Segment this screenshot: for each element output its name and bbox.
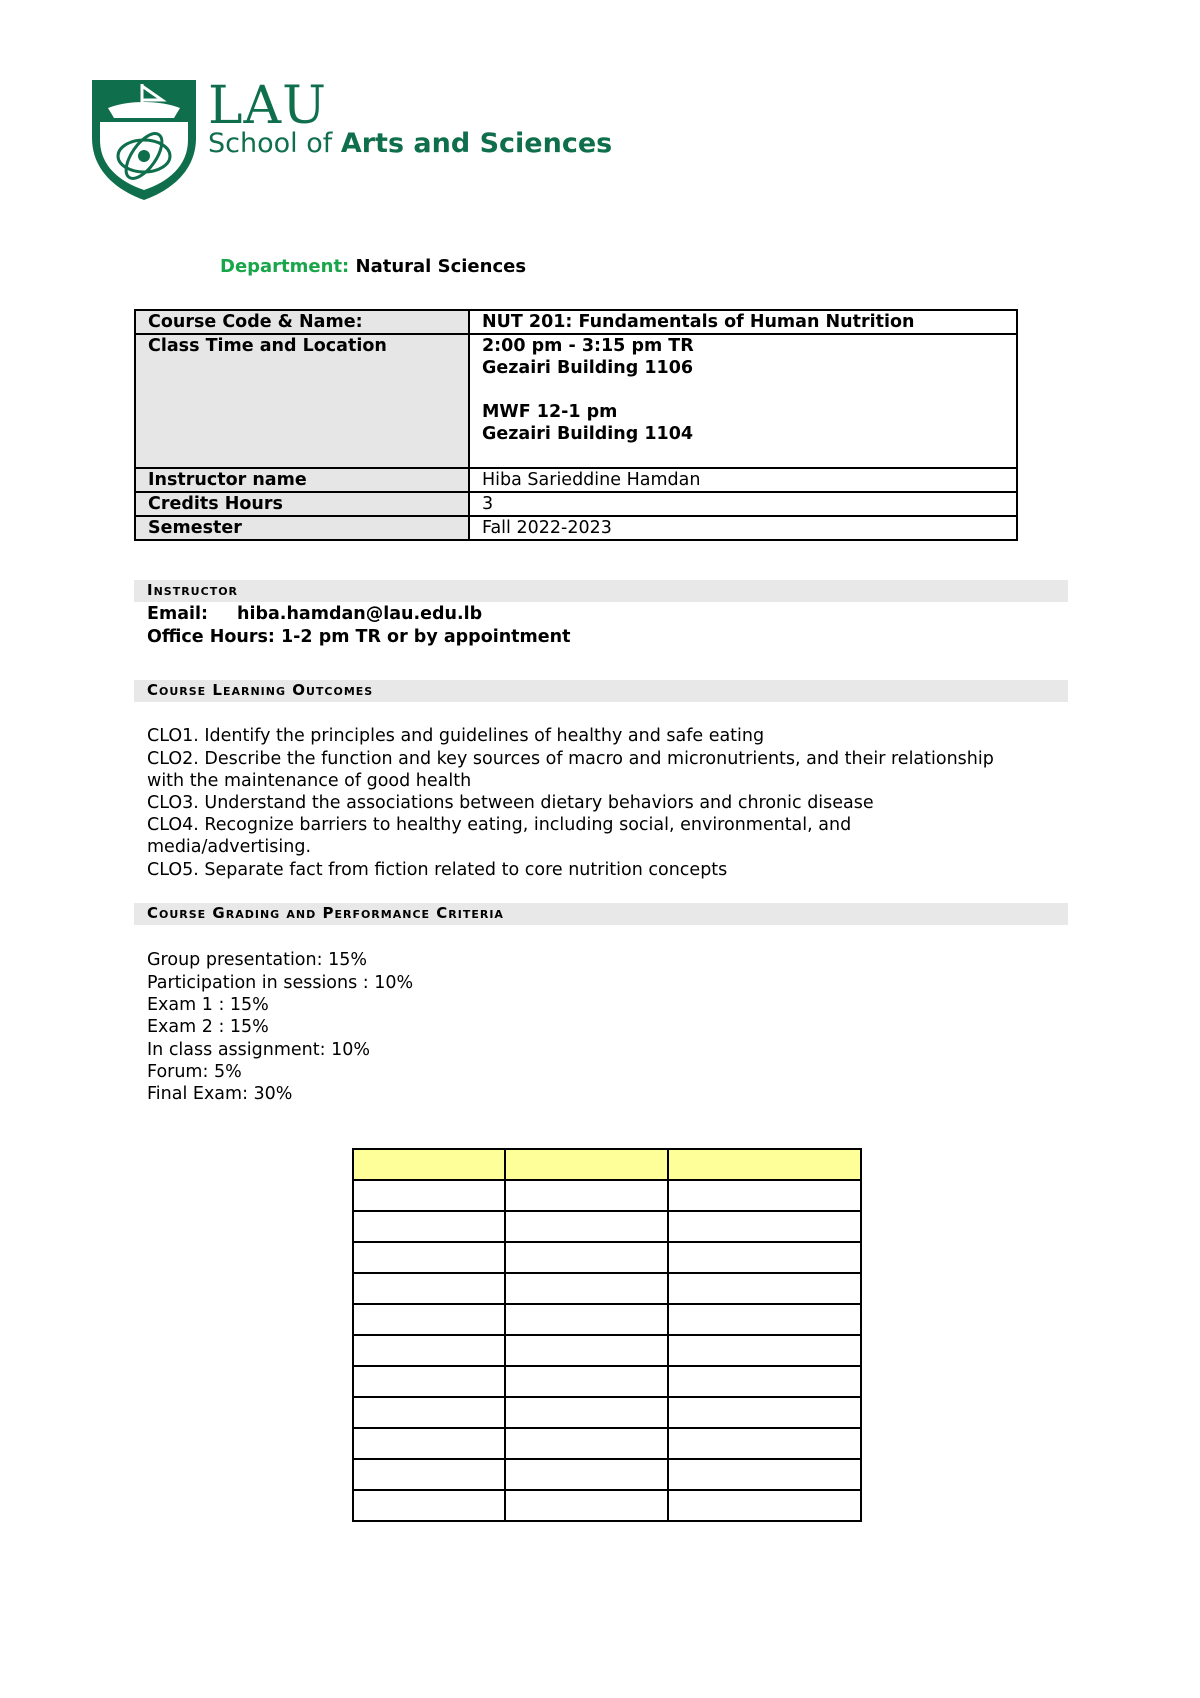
table-row — [135, 310, 1017, 334]
table-cell — [668, 1273, 861, 1304]
table-row — [135, 334, 1017, 468]
class-time-line: MWF 12-1 pm — [482, 402, 618, 422]
email-line — [147, 603, 482, 625]
table-cell — [353, 1459, 505, 1490]
table-cell — [505, 1180, 668, 1211]
grading-item: Exam 1 : 15% — [147, 995, 269, 1015]
table-row — [353, 1304, 861, 1335]
logo-school-text: School of Arts and Sciences — [208, 128, 613, 159]
row-label: Instructor name — [135, 468, 469, 492]
grading-section-title: Course Grading and Performance Criteria — [147, 904, 504, 922]
table-cell — [505, 1428, 668, 1459]
table-cell — [353, 1335, 505, 1366]
table-cell — [505, 1211, 668, 1242]
table-cell — [505, 1273, 668, 1304]
table-row — [353, 1242, 861, 1273]
table-cell — [505, 1242, 668, 1273]
table-cell — [505, 1304, 668, 1335]
table-cell — [505, 1397, 668, 1428]
outcomes-section-title: Course Learning Outcomes — [147, 681, 374, 699]
table-cell — [353, 1149, 505, 1180]
instructor-name-value: Hiba Sarieddine Hamdan — [469, 468, 1017, 492]
table-cell — [353, 1397, 505, 1428]
table-cell — [505, 1490, 668, 1521]
table-cell — [668, 1366, 861, 1397]
department-label: Department: — [220, 256, 350, 277]
table-cell — [668, 1149, 861, 1180]
class-location-line: Gezairi Building 1106 — [482, 358, 694, 378]
table-cell — [668, 1397, 861, 1428]
class-location-line: Gezairi Building 1104 — [482, 424, 694, 444]
outcome-line: CLO3. Understand the associations between dietary behaviors and chronic disease — [147, 793, 874, 813]
row-label: Semester — [135, 516, 469, 540]
outcome-line: CLO1. Identify the principles and guidelines of healthy and safe eating — [147, 726, 765, 746]
semester-value: Fall 2022-2023 — [469, 516, 1017, 540]
course-code-value: NUT 201: Fundamentals of Human Nutrition — [469, 310, 1017, 334]
table-cell — [668, 1180, 861, 1211]
table-cell — [668, 1211, 861, 1242]
table-cell — [668, 1335, 861, 1366]
credits-value: 3 — [469, 492, 1017, 516]
office-hours: Office Hours: 1-2 pm TR or by appointment — [147, 627, 571, 647]
table-cell — [668, 1304, 861, 1335]
table-row — [135, 468, 1017, 492]
table-cell — [353, 1490, 505, 1521]
table-row — [135, 492, 1017, 516]
grading-item: Forum: 5% — [147, 1062, 242, 1082]
section-bar — [134, 580, 1068, 602]
outcome-line: media/advertising. — [147, 837, 312, 857]
table-row — [353, 1273, 861, 1304]
grading-item: Exam 2 : 15% — [147, 1017, 269, 1037]
table-cell — [668, 1490, 861, 1521]
table-row — [353, 1397, 861, 1428]
department-value: Natural Sciences — [355, 256, 527, 277]
outcome-line: CLO5. Separate fact from fiction related to core nutrition concepts — [147, 860, 728, 880]
course-info-table — [134, 309, 1018, 541]
table-row — [353, 1428, 861, 1459]
table-cell — [505, 1335, 668, 1366]
grading-item: In class assignment: 10% — [147, 1040, 370, 1060]
table-cell — [353, 1242, 505, 1273]
outcome-line: with the maintenance of good health — [147, 771, 472, 791]
instructor-section-title: Instructor — [147, 581, 239, 599]
class-time-value — [469, 334, 1017, 468]
row-label: Credits Hours — [135, 492, 469, 516]
lau-shield-icon — [88, 78, 200, 202]
table-cell — [505, 1366, 668, 1397]
table-cell — [353, 1180, 505, 1211]
table-row — [353, 1335, 861, 1366]
row-label: Class Time and Location — [135, 334, 469, 468]
row-label: Course Code & Name: — [135, 310, 469, 334]
table-row — [353, 1211, 861, 1242]
grading-item: Participation in sessions : 10% — [147, 973, 414, 993]
grading-item: Group presentation: 15% — [147, 950, 367, 970]
grade-scale-table — [352, 1148, 862, 1522]
table-header-row — [353, 1149, 861, 1180]
table-cell — [353, 1366, 505, 1397]
logo-lau-text: LAU — [208, 76, 327, 136]
table-cell — [505, 1149, 668, 1180]
department-line — [220, 256, 526, 277]
outcome-line: CLO4. Recognize barriers to healthy eating, including social, environmental, and — [147, 815, 852, 835]
table-cell — [668, 1459, 861, 1490]
table-cell — [353, 1304, 505, 1335]
table-row — [135, 516, 1017, 540]
table-cell — [505, 1459, 668, 1490]
table-cell — [353, 1273, 505, 1304]
email-label: Email: — [147, 604, 208, 624]
grading-item: Final Exam: 30% — [147, 1084, 293, 1104]
table-cell — [668, 1242, 861, 1273]
table-row — [353, 1180, 861, 1211]
class-time-line: 2:00 pm - 3:15 pm TR — [482, 336, 694, 356]
spacer — [482, 379, 1004, 401]
table-row — [353, 1459, 861, 1490]
email-value[interactable]: hiba.hamdan@lau.edu.lb — [237, 604, 483, 624]
table-row — [353, 1366, 861, 1397]
table-row — [353, 1490, 861, 1521]
table-cell — [353, 1428, 505, 1459]
outcome-line: CLO2. Describe the function and key sources of macro and micronutrients, and their relationship — [147, 749, 994, 769]
table-cell — [668, 1428, 861, 1459]
lau-logo — [88, 78, 623, 203]
table-cell — [353, 1211, 505, 1242]
